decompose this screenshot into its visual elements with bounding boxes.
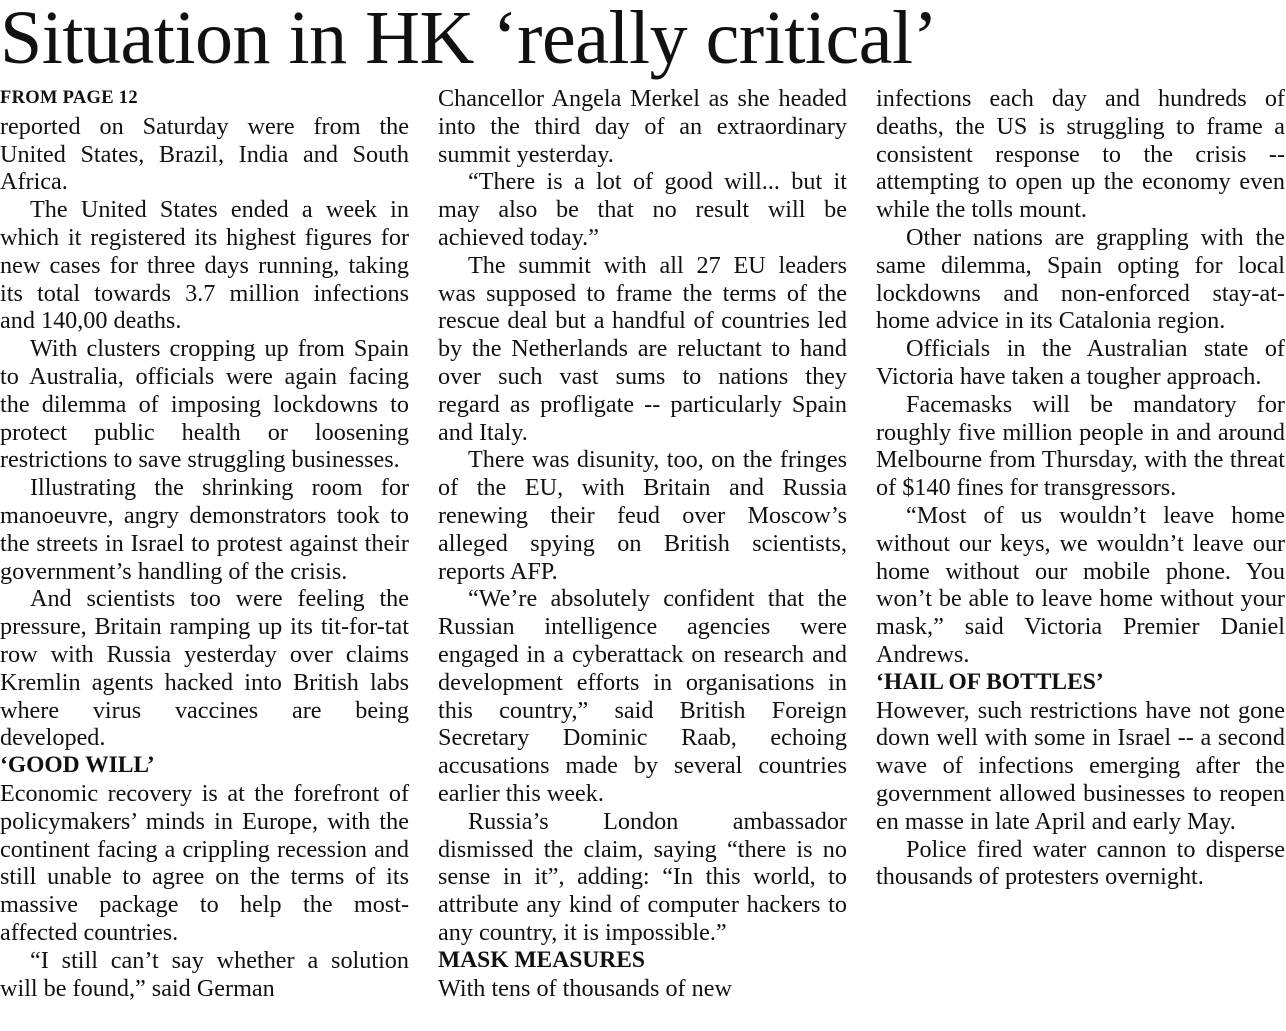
article-paragraph: Chancellor Angela Merkel as she headed into the third day of an extraordinary summit yesterday. (438, 85, 847, 168)
article-paragraph: Facemasks will be mandatory for roughly five million people in and around Melbourne from Thursday, with the threat of $140 fines for transgressors. (876, 390, 1285, 502)
article-column-1 (0, 85, 409, 1002)
article-paragraph: And scientists too were feeling the pressure, Britain ramping up its tit-for-tat row with Russia yesterday over claims Kremlin agents hacked into British labs where virus vaccines are being developed. (0, 585, 409, 752)
article-paragraph: Police fired water cannon to disperse thousands of protesters overnight. (876, 835, 1285, 891)
article-paragraph: However, such restrictions have not gone down well with some in Israel -- a second wave of infections emerging after the government allowed businesses to reopen en masse in late April and early May. (876, 696, 1285, 835)
article-paragraph: “I still can’t say whether a solution will be found,” said German (0, 946, 409, 1002)
article-paragraph: Other nations are grappling with the same dilemma, Spain opting for local lockdowns and non-enforced stay-at-home advice in its Catalonia region. (876, 223, 1285, 335)
article-paragraph: The United States ended a week in which it registered its highest figures for new cases for three days running, taking its total towards 3.7 million infections and 140,00 deaths. (0, 196, 409, 335)
section-subhead: ‘HAIL OF BOTTLES’ (876, 668, 1104, 695)
continuation-kicker: FROM PAGE 12 (0, 88, 138, 108)
article-paragraph: With tens of thousands of new (438, 974, 732, 1002)
article-paragraph: Economic recovery is at the forefront of policymakers’ minds in Europe, with the continent facing a crippling recession and still unable to agree on the terms of its massive package to help the most-affected countries. (0, 779, 409, 946)
article-paragraph: reported on Saturday were from the United States, Brazil, India and South Africa. (0, 112, 409, 196)
article-paragraph: Russia’s London ambassador dismissed the claim, saying “there is no sense in it”, adding: “In this world, to attribute any kind of computer hackers to any country, it is impossible.” (438, 807, 847, 946)
headline: Situation in HK ‘really critical’ (0, 0, 938, 80)
article-paragraph: “Most of us wouldn’t leave home without our keys, we wouldn’t leave our home without our mobile phone. You won’t be able to leave home without your mask,” said Victoria Premier Daniel Andrews. (876, 501, 1285, 668)
section-subhead: MASK MEASURES (438, 946, 645, 973)
article-paragraph: There was disunity, too, on the fringes of the EU, with Britain and Russia renewing their feud over Moscow’s alleged spying on British scientists, reports AFP. (438, 446, 847, 585)
article-paragraph: Officials in the Australian state of Victoria have taken a tougher approach. (876, 335, 1285, 390)
article-paragraph: The summit with all 27 EU leaders was supposed to frame the terms of the rescue deal but a handful of countries led by the Netherlands are reluctant to hand over such vast sums to nations they regard as profligate -- particularly Spain and Italy. (438, 251, 847, 446)
article-paragraph: “There is a lot of good will... but it may also be that no result will be achieved today.” (438, 168, 847, 251)
article-paragraph: Illustrating the shrinking room for manoeuvre, angry demonstrators took to the streets in Israel to protest against their government’s handling of the crisis. (0, 474, 409, 585)
article-paragraph: “We’re absolutely confident that the Russian intelligence agencies were engaged in a cyberattack on research and development efforts in organisations in this country,” said British Foreign Secretary Dominic Raab, echoing accusations made by several countries earlier this week. (438, 585, 847, 807)
article-column-3 (876, 85, 1285, 891)
article-paragraph: infections each day and hundreds of deaths, the US is struggling to frame a consistent response to the crisis -- attempting to open up the economy even while the tolls mount. (876, 85, 1285, 224)
article-column-2 (438, 85, 847, 1002)
section-subhead: ‘GOOD WILL’ (0, 752, 155, 779)
article-paragraph: With clusters cropping up from Spain to Australia, officials were again facing the dilemma of imposing lockdowns to protect public health or loosening restrictions to save struggling businesses. (0, 335, 409, 474)
